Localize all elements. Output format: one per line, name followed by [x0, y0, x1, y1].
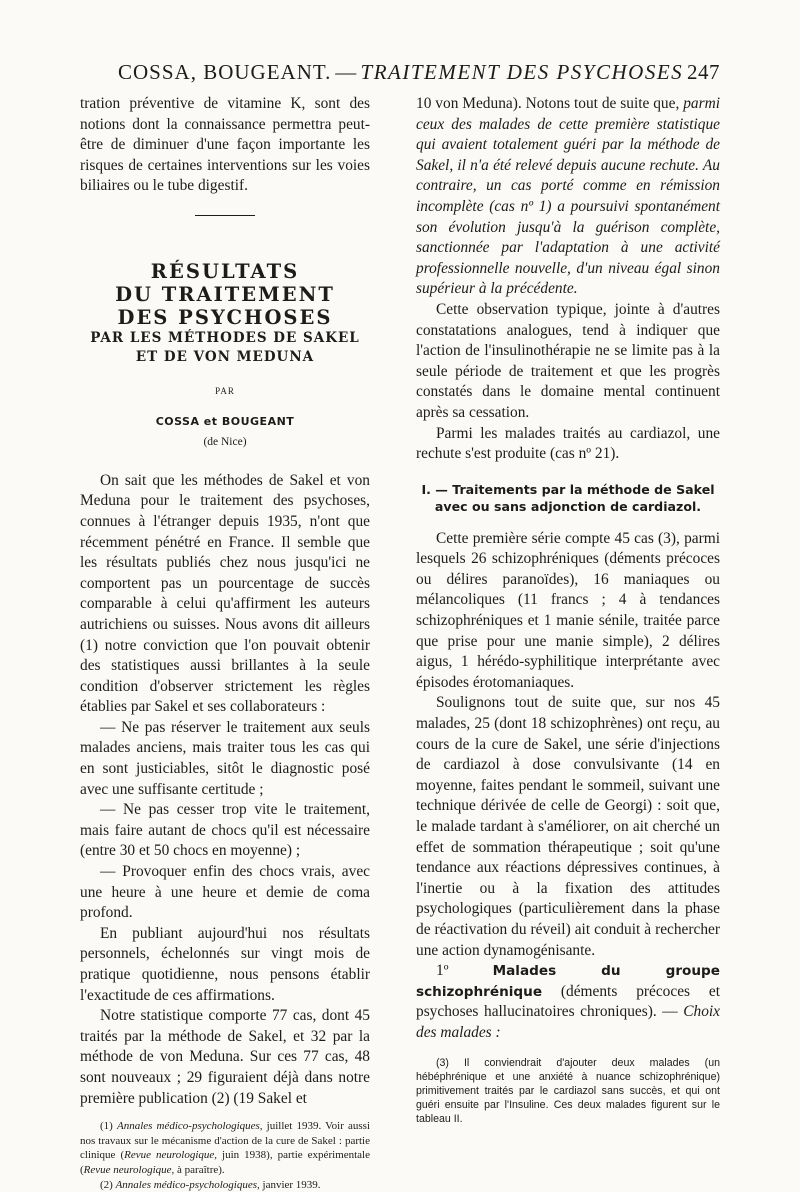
footnote-journal: Revue neurologique,	[124, 1149, 218, 1162]
body-paragraph	[416, 94, 720, 300]
rule-item: — Provoquer enfin des chocs vrais, avec une heure à une heure et demie de coma profond.	[80, 863, 370, 922]
footnote-1	[80, 1119, 370, 1177]
footnote-journal: Annales médico-psychologiques,	[115, 1178, 260, 1191]
body-text: (déments précoces et psychoses hallucinatoires chroniques). —	[416, 982, 720, 1021]
article-subtitle-line: ET DE VON MEDUNA	[135, 348, 315, 365]
body-paragraph: On sait que les méthodes de Sakel et von Meduna pour le traitement des psychoses, connues à l'étranger depuis 1935, n'ont que récemment pénétré en France. Il semble que les résultats publiés chez nous jusqu'ici ne comportent pas un pourcentage de succès comparable à celui qu'affirment les auteurs autrichiens ou suisses. Nous avons dit ailleurs (1) notre conviction que l'on pouvait obtenir des statistiques aussi brillantes à la seule condition d'observer strictement les règles établies par Sakel et ses collaborateurs :	[80, 471, 370, 716]
body-paragraph: Cette observation typique, jointe à d'autres constatations analogues, tend à indiquer que l'action de l'insulinothérapie ne se limite pas à la seule période de traitement et que les progrès constatés dans le domaine mental continuent après sa cessation.	[416, 300, 720, 421]
footnotes-left	[80, 1119, 370, 1192]
par-label: PAR	[215, 385, 235, 396]
footnote-journal: Revue neurologique,	[83, 1163, 175, 1176]
left-column	[80, 94, 370, 1192]
article-subtitle-line: PAR LES MÉTHODES DE SAKEL	[90, 329, 360, 346]
footnote-marker: (2)	[100, 1178, 116, 1191]
footnote-text: janvier 1939.	[259, 1178, 321, 1191]
subsection-paragraph	[416, 961, 720, 1043]
rule-item: — Ne pas réserver le traitement aux seuls malades anciens, mais traiter tous les cas qui en sont justiciables, sitôt le diagnostic posé avec une suffisante certitude ;	[80, 718, 370, 798]
footnote-text: juillet 1939. Voir aussi nos travaux sur le mécanisme d'action de la cure de Sakel : partie clinique (	[80, 1120, 371, 1162]
article-title	[80, 260, 370, 329]
running-head-dash: —	[335, 60, 357, 84]
byline: COSSA et BOUGEANT	[155, 414, 295, 428]
rule-item: — Ne pas cesser trop vite le traitement, mais faire autant de chocs qu'il est nécessaire (entre 30 et 50 chocs en moyenne) ;	[80, 801, 370, 860]
footnote-journal: Annales médico-psychologiques,	[116, 1120, 263, 1133]
body-paragraph: Cette première série compte 45 cas (3), parmi lesquels 26 schizophréniques (déments précoces ou délires paranoïdes), 16 maniaques ou mélancoliques (11 francs ; 4 à tendances schizophréniques et 1 manie sénile, traitée parce que prise pour une manie simple), 2 délires aigus, 1 hérédo-syphilitique interprétante avec épisodes érotomaniaques.	[416, 529, 720, 691]
article-title-line: RÉSULTATS	[150, 259, 300, 283]
section-heading: I. — Traitements par la méthode de Sakel avec ou sans adjonction de cardiazol.	[421, 481, 715, 514]
running-head-authors: COSSA, BOUGEANT.	[118, 60, 332, 84]
page-number: 247	[686, 60, 720, 84]
italic-emphasis: parmi ceux des malades de cette première statistique qui avaient totalement guéri par la méthode de Sakel, il n'a été relevé depuis aucune rechute. Au contraire, un cas porté comme en rémission incomplète (cas nº 1) a poursuivi spontanément son évolution jusqu'à la guérison complète, sanctionnée par l'adaptation à une activité professionnelle nouvelle, d'un niveau égal sinon supérieur à la précédente.	[416, 95, 720, 298]
footnote-3: (3) Il conviendrait d'ajouter deux malades (un hébéphrénique et une anxiété à nuance schizophrénique) primitivement traités par le cardiazol sans succès, et qui ont guéri ensuite par l'Insuline. Ces deux malades figurent sur le tableau II.	[416, 1056, 720, 1125]
body-paragraph: Parmi les malades traités au cardiazol, une rechute s'est produite (cas nº 21).	[416, 424, 720, 463]
running-head-title: TRAITEMENT DES PSYCHOSES	[360, 60, 684, 84]
italic-emphasis: Choix des malades :	[416, 1003, 720, 1041]
footnotes-right	[416, 1056, 720, 1126]
body-text: 10 von Meduna). Notons tout de suite que,	[416, 95, 684, 112]
body-paragraph: Notre statistique comporte 77 cas, dont 45 traités par la méthode de Sakel, et 32 par la méthode de von Meduna. Sur ces 77 cas, 48 sont nouveaux ; 29 figuraient déjà dans notre première publication (2) (19 Sakel et	[80, 1007, 370, 1107]
article-title-line: DU TRAITEMENT	[115, 282, 335, 306]
affiliation: (de Nice)	[203, 436, 247, 449]
article-subtitle	[80, 329, 370, 367]
subsection-number: 1º	[436, 962, 493, 980]
footnote-text: juin 1938), partie expérimentale (	[80, 1149, 370, 1176]
running-head	[118, 60, 720, 85]
footnote-2	[80, 1178, 370, 1192]
carryover-paragraph: tration préventive de vitamine K, sont des notions dont la connaissance permettra peut-être de diminuer d'une façon importante les risques de certaines interventions sur les voies biliaires ou le tube digestif.	[80, 95, 370, 195]
section-divider	[195, 215, 255, 216]
subsection-heading: Malades du groupe schizophrénique	[416, 963, 720, 1000]
body-paragraph: En publiant aujourd'hui nos résultats personnels, échelonnés sur vingt mois de pratique quotidienne, nous pensons établir l'exactitude de ces affirmations.	[80, 924, 370, 1004]
footnote-marker: (1)	[100, 1120, 117, 1133]
footnote-text: à paraître).	[174, 1163, 225, 1176]
body-paragraph: Soulignons tout de suite que, sur nos 45 malades, 25 (dont 18 schizophrènes) ont reçu, au cours de la cure de Sakel, une série d'injections de cardiazol à dose convulsivante (14 en moyenne, faites pendant le sommeil, suivant une technique dérivée de celle de Georgi) : soit que, le malade tardant à s'améliorer, on ait cherché un effet de sommation thérapeutique ; soit qu'une tendance aux réactions dépressives continues, à l'inertie ou à la fixation des attitudes psychologiques (particulièrement dans la phase de réactivation du réveil) ait conduit à rechercher une action dynamogénisante.	[416, 694, 720, 959]
right-column	[416, 94, 720, 1126]
article-title-line: DES PSYCHOSES	[117, 305, 333, 329]
